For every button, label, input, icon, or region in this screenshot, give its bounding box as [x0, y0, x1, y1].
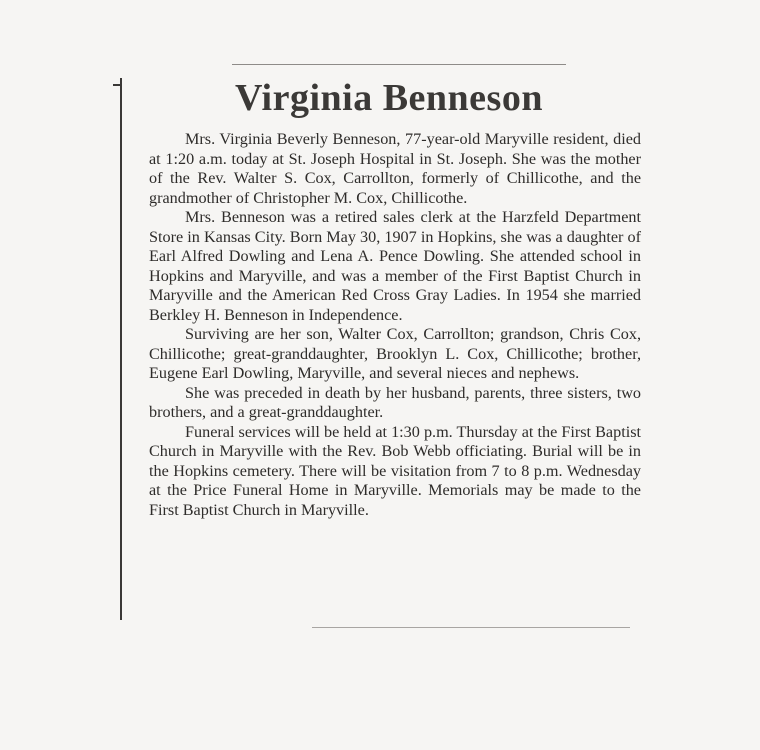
obituary-article — [149, 130, 641, 520]
paragraph-services: Funeral services will be held at 1:30 p.m. Thursday at the First Baptist Church in Maryville with the Rev. Bob Webb officiating. Burial will be in the Hopkins cemetery. There will be visitation from 7 to 8 p.m. Wednesday at the Price Funeral Home in Maryville. Memorials may be made to the First Baptist Church in Maryville. — [149, 422, 641, 519]
column-rule-tick — [113, 84, 122, 86]
paragraph-survivors: Surviving are her son, Walter Cox, Carrollton; grandson, Chris Cox, Chillicothe; great-granddaughter, Brooklyn L. Cox, Chillicothe; brother, Eugene Earl Dowling, Maryville, and several nieces and nephews. — [149, 325, 641, 382]
bottom-rule — [312, 627, 630, 628]
paragraph-biography: Mrs. Benneson was a retired sales clerk at the Harzfeld Department Store in Kansas City. Born May 30, 1907 in Hopkins, she was a daughter of Earl Alfred Dowling and Lena A. Pence Dowling. She attended school in Hopkins and Maryville, and was a member of the First Baptist Church in Maryville and the American Red Cross Gray Ladies. In 1954 she married Berkley H. Benneson in Independence. — [149, 208, 641, 324]
obituary-headline: Virginia Benneson — [235, 77, 543, 119]
column-rule — [120, 78, 122, 620]
paragraph-preceded: She was preceded in death by her husband, parents, three sisters, two brothers, and a great-granddaughter. — [149, 383, 641, 421]
paragraph-death-notice: Mrs. Virginia Beverly Benneson, 77-year-old Maryville resident, died at 1:20 a.m. today at St. Joseph Hospital in St. Joseph. She was the mother of the Rev. Walter S. Cox, Carrollton, formerly of Chillicothe, and the grandmother of Christopher M. Cox, Chillicothe. — [149, 130, 641, 207]
top-rule — [232, 64, 566, 65]
